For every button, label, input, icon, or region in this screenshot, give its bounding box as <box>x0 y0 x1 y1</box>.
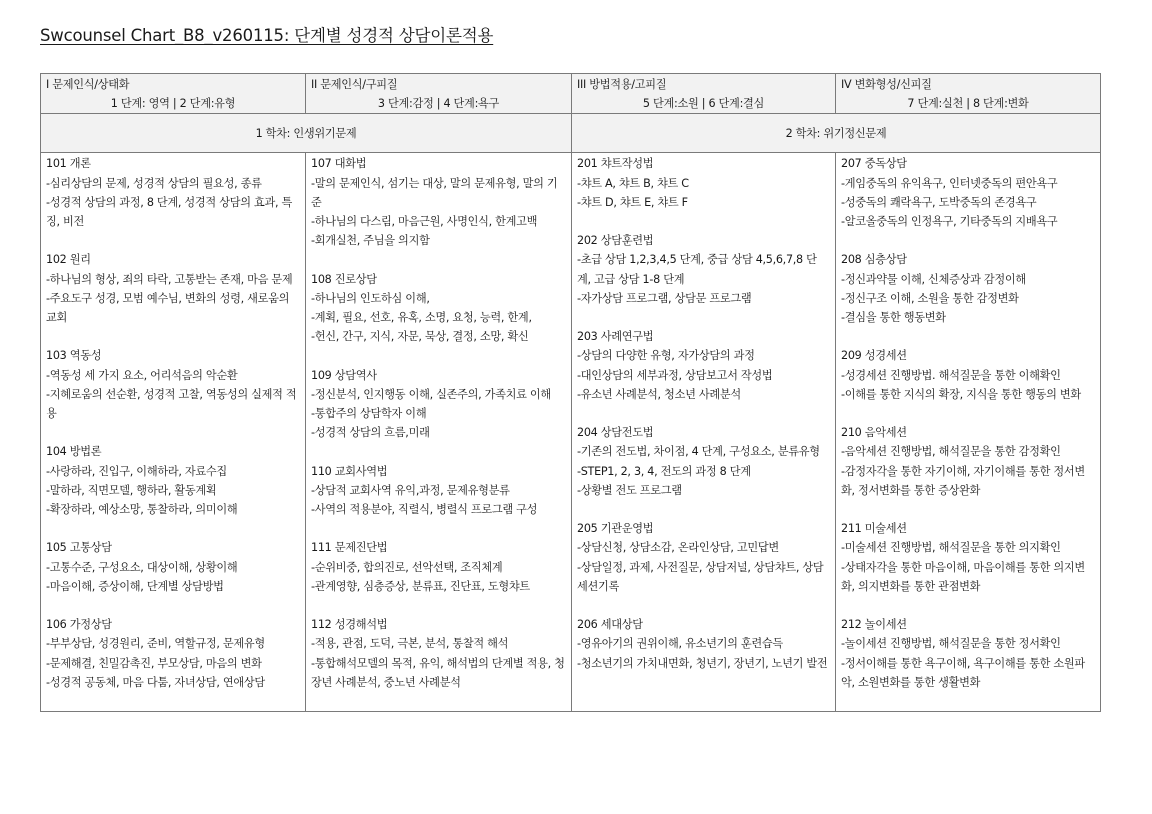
module-line: -통합주의 상담학자 이해 <box>311 407 427 421</box>
module-title: 210 음악세션 <box>841 426 907 440</box>
module-line: -확장하라, 예상소망, 통찰하라, 의미이해 <box>46 503 238 517</box>
module-line: -기존의 전도법, 차이점, 4 단계, 구성요소, 분류유형 <box>577 445 820 459</box>
module-block <box>841 615 1095 692</box>
module-block <box>46 538 300 596</box>
module-line: -말하라, 직면모델, 행하라, 활동계획 <box>46 483 217 497</box>
module-line: -상황별 전도 프로그램 <box>577 483 682 497</box>
stage-header-3 <box>572 74 836 114</box>
module-line: -정서이해를 통한 욕구이해, 욕구이해를 통한 소원파악, 소원변화를 통한 생활변화 <box>841 656 1085 689</box>
module-title: 102 원리 <box>46 253 91 267</box>
module-block <box>577 423 830 500</box>
module-block <box>311 462 566 520</box>
module-title: 103 역동성 <box>46 349 102 363</box>
module-column <box>836 153 1101 712</box>
module-title: 207 중독상담 <box>841 157 907 171</box>
term-header-row <box>41 114 1101 153</box>
module-column <box>41 153 306 712</box>
stage-name: III 방법적용/고피질 <box>577 78 667 91</box>
term-header-1: 1 학차: 인생위기문제 <box>41 114 572 153</box>
module-title: 110 교회사역법 <box>311 464 388 478</box>
module-column <box>572 153 836 712</box>
module-line: -대인상담의 세부과정, 상담보고서 작성법 <box>577 368 773 382</box>
stage-header-row <box>41 74 1101 114</box>
module-line: -사역의 적용분야, 직렬식, 병렬식 프로그램 구성 <box>311 503 538 517</box>
module-line: -챠트 D, 챠트 E, 챠트 F <box>577 195 688 209</box>
module-title: 209 성경세션 <box>841 349 907 363</box>
stage-steps: 7 단계:실천 | 8 단계:변화 <box>907 97 1029 111</box>
module-block <box>46 442 300 519</box>
module-line: -정신과약물 이해, 신체증상과 감정이해 <box>841 272 1026 286</box>
module-title: 106 가정상담 <box>46 618 112 632</box>
module-block <box>841 250 1095 327</box>
module-line: -정신구조 이해, 소원을 통한 감정변화 <box>841 291 1019 305</box>
stage-steps: 1 단계: 영역 | 2 단계:유형 <box>110 97 236 111</box>
module-title: 205 기관운영법 <box>577 522 654 536</box>
module-line: -영유아기의 권위이해, 유소년기의 훈련습득 <box>577 637 783 651</box>
module-block <box>577 615 830 673</box>
module-line: -성경세션 진행방법. 해석질문을 통한 이해확인 <box>841 368 1061 382</box>
module-title: 211 미술세션 <box>841 522 907 536</box>
module-row <box>41 153 1101 712</box>
stage-steps: 5 단계:소원 | 6 단계:결심 <box>642 97 765 111</box>
module-line: -놀이세션 진행방법, 해석질문을 통한 정서확인 <box>841 637 1061 651</box>
module-line: -회개실천, 주님을 의지함 <box>311 234 430 248</box>
module-title: 105 고통상담 <box>46 541 112 555</box>
module-line: -말의 문제인식, 섬기는 대상, 말의 문제유형, 말의 기준 <box>311 176 558 209</box>
module-block <box>841 423 1095 500</box>
module-title: 108 진로상담 <box>311 272 377 286</box>
module-block <box>311 538 566 596</box>
document-title: Swcounsel Chart_B8_v260115: 단계별 성경적 상담이론적용 <box>40 26 494 45</box>
module-line: -상담의 다양한 유형, 자가상담의 과정 <box>577 349 755 363</box>
module-line: -부부상담, 성경원리, 준비, 역할규정, 문제유형 <box>46 637 265 651</box>
module-line: -미술세션 진행방법, 해석질문을 통한 의지확인 <box>841 541 1061 555</box>
module-title: 111 문제진단법 <box>311 541 388 555</box>
module-block <box>577 154 830 212</box>
module-line: -지혜로움의 선순환, 성경적 고찰, 역동성의 실제적 적용 <box>46 387 297 421</box>
stage-header-1 <box>41 74 306 114</box>
module-block <box>577 327 830 404</box>
module-block <box>577 519 830 596</box>
module-line: -상담신청, 상담소감, 온라인상담, 고민답변 <box>577 541 779 555</box>
module-title: 201 챠트작성법 <box>577 157 654 171</box>
module-line: -이해를 통한 지식의 확장, 지식을 통한 행동의 변화 <box>841 387 1081 401</box>
module-line: -유소년 사례분석, 청소년 사례분석 <box>577 387 741 401</box>
module-line: -게임중독의 유익욕구, 인터넷중독의 편안욕구 <box>841 176 1058 190</box>
module-block <box>46 346 300 423</box>
module-line: -관계영향, 심층증상, 분류표, 진단표, 도형챠트 <box>311 579 530 593</box>
stage-header-2 <box>306 74 572 114</box>
module-line: -문제해결, 친밀감촉진, 부모상담, 마음의 변화 <box>46 656 262 670</box>
module-line: -마음이해, 증상이해, 단계별 상담방법 <box>46 579 224 593</box>
module-line: -초급 상담 1,2,3,4,5 단계, 중급 상담 4,5,6,7,8 단계, 고급 상담 1-8 단계 <box>577 253 817 286</box>
module-line: -성경적 상담의 흐름,미래 <box>311 426 430 440</box>
module-line: -청소년기의 가치내면화, 청년기, 장년기, 노년기 발전 <box>577 656 828 670</box>
module-line: -고통수준, 구성요소, 대상이해, 상황이해 <box>46 560 238 574</box>
module-block <box>577 231 830 308</box>
module-line: -순위비중, 합의진로, 선악선택, 조직체계 <box>311 560 503 574</box>
stage-name: II 문제인식/구피질 <box>311 78 398 91</box>
module-title: 101 개론 <box>46 157 91 171</box>
module-line: -성경적 공동체, 마음 다툼, 자녀상담, 연애상담 <box>46 675 265 689</box>
module-line: -STEP1, 2, 3, 4, 전도의 과정 8 단계 <box>577 464 751 478</box>
module-line: -챠트 A, 챠트 B, 챠트 C <box>577 176 689 190</box>
module-line: -사랑하라, 진입구, 이해하라, 자료수집 <box>46 464 227 478</box>
module-block <box>311 270 566 347</box>
term-header-2: 2 학차: 위기정신문제 <box>572 114 1101 153</box>
module-line: -헌신, 간구, 지식, 자문, 묵상, 결정, 소망, 확신 <box>311 330 529 344</box>
module-line: -하나님의 형상, 죄의 타락, 고통받는 존재, 마음 문제 <box>46 272 293 286</box>
module-line: -역동성 세 가지 요소, 어리석음의 악순환 <box>46 368 238 382</box>
module-line: -성경적 상담의 과정, 8 단계, 성경적 상담의 효과, 특징, 비전 <box>46 195 293 229</box>
module-block <box>841 154 1095 231</box>
module-line: -주요도구 성경, 모범 예수님, 변화의 성령, 새로움의 교회 <box>46 291 290 325</box>
module-column <box>306 153 572 712</box>
module-line: -적용, 관점, 도덕, 극본, 분석, 통찰적 해석 <box>311 637 509 651</box>
module-block <box>841 519 1095 596</box>
module-title: 202 상담훈련법 <box>577 234 654 248</box>
module-title: 107 대화법 <box>311 157 367 171</box>
module-block <box>46 615 300 692</box>
module-title: 208 심층상담 <box>841 253 907 267</box>
module-block <box>311 366 566 443</box>
module-line: -음악세션 진행방법, 해석질문을 통한 감정확인 <box>841 445 1061 459</box>
module-block <box>46 154 300 231</box>
module-line: -결심을 통한 행동변화 <box>841 311 946 325</box>
module-title: 206 세대상담 <box>577 618 643 632</box>
module-title: 212 놀이세션 <box>841 618 907 632</box>
stage-steps: 3 단계:감정 | 4 단계:욕구 <box>377 97 500 111</box>
stage-name: IV 변화형성/신피질 <box>841 78 932 91</box>
module-block <box>311 154 566 250</box>
module-line: -하나님의 인도하심 이해, <box>311 291 430 305</box>
module-line: -감정자각을 통한 자기이해, 자기이해를 통한 정서변화, 정서변화를 통한 증상완화 <box>841 464 1085 497</box>
module-title: 112 성경해석법 <box>311 618 388 632</box>
module-line: -심리상담의 문제, 성경적 상담의 필요성, 종류 <box>46 176 262 190</box>
curriculum-table <box>40 73 1101 712</box>
module-line: -상태자각을 통한 마음이해, 마음이해를 통한 의지변화, 의지변화를 통한 관점변화 <box>841 560 1085 593</box>
stage-header-4 <box>836 74 1101 114</box>
stage-name: I 문제인식/상태화 <box>46 78 130 91</box>
module-line: -계획, 필요, 선호, 유혹, 소명, 요청, 능력, 한계, <box>311 311 532 325</box>
module-block <box>46 250 300 327</box>
module-title: 204 상담전도법 <box>577 426 654 440</box>
module-title: 203 사례연구법 <box>577 330 654 344</box>
module-block <box>311 615 566 692</box>
module-block <box>841 346 1095 404</box>
module-line: -자가상담 프로그램, 상담문 프로그램 <box>577 291 752 305</box>
module-line: -상담일정, 과제, 사전질문, 상담저널, 상담챠트, 상담세션기록 <box>577 560 824 593</box>
module-line: -통합해석모델의 목적, 유익, 해석법의 단계별 적용, 청장년 사례분석, 중노년 사례분석 <box>311 656 565 689</box>
module-line: -알코올중독의 인정욕구, 기타중독의 지배욕구 <box>841 215 1058 229</box>
module-line: -정신분석, 인지행동 이해, 실존주의, 가족치료 이해 <box>311 387 551 401</box>
module-line: -성중독의 쾌락욕구, 도박중독의 존경욕구 <box>841 195 1037 209</box>
module-title: 104 방법론 <box>46 445 102 459</box>
module-line: -상담적 교회사역 유익,과정, 문제유형분류 <box>311 483 510 497</box>
module-title: 109 상담역사 <box>311 368 377 382</box>
module-line: -하나님의 다스림, 마음근원, 사명인식, 한계고백 <box>311 215 538 229</box>
